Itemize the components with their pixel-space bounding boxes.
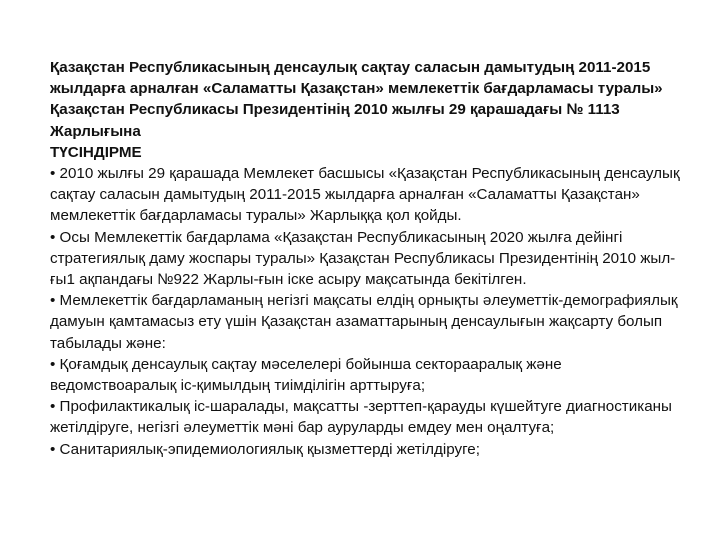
slide-content [50, 57, 690, 460]
bullet-item-4: • Қоғамдық денсаулық сақтау мәселелері бойынша секторааралық және ведомствоаралық іс-қимылдың тиімділігін арттыруға; [50, 355, 562, 395]
bullet-item-5: • Профилактикалық іс-шаралады, мақсатты -зерттеп-қарауды күшейтуге диагностиканы жетілдіруге, негізгі әлеуметтік мәні бар ауруларды емдеу мен оңалтуға; [50, 398, 672, 437]
bullet-item-1: • 2010 жылғы 29 қарашада Мемлекет басшысы «Қазақстан Республикасының денсаулық сақтау саласын дамытудың 2011-2015 жылдарға арналған «Саламатты Қазақстан» мемлекеттік бағдарламасы туралы» Жарлыққа қол қойды. [50, 165, 680, 225]
bullet-item-6: • Санитариялық-эпидемиологиялық қызметтерді жетілдіруге; [50, 440, 480, 458]
bullet-list [50, 163, 690, 460]
bullet-item-3: • Мемлекеттік бағдарламаның негізгі мақсаты елдің орнықты әлеуметтік-демографиялық дамуын қамтамасыз ету үшін Қазақстан азаматтарының денсаулығын жақсарту болып табылады және: [50, 292, 678, 352]
document-heading: Қазақстан Республикасының денсаулық сақтау саласын дамытудың 2011-2015 жылдарға арналған «Саламатты Қазақстан» мемлекеттік бағдарламасы туралы» Қазақстан Республикасы Президентінің 2010 жылғы 29 қарашадағы № 1113 Жарлығына [50, 59, 663, 140]
document-subheading: ТҮСІНДІРМЕ [50, 143, 142, 161]
bullet-item-2: • Осы Мемлекеттік бағдарлама «Қазақстан Республикасының 2020 жылға дейінгі стратегиялық даму жоспары туралы» Қазақстан Республикасы Президентінің 2010 жыл-ғы1 ақпандағы №922 Жарлы-ғын іске асыру мақсатында бекітілген. [50, 228, 676, 289]
